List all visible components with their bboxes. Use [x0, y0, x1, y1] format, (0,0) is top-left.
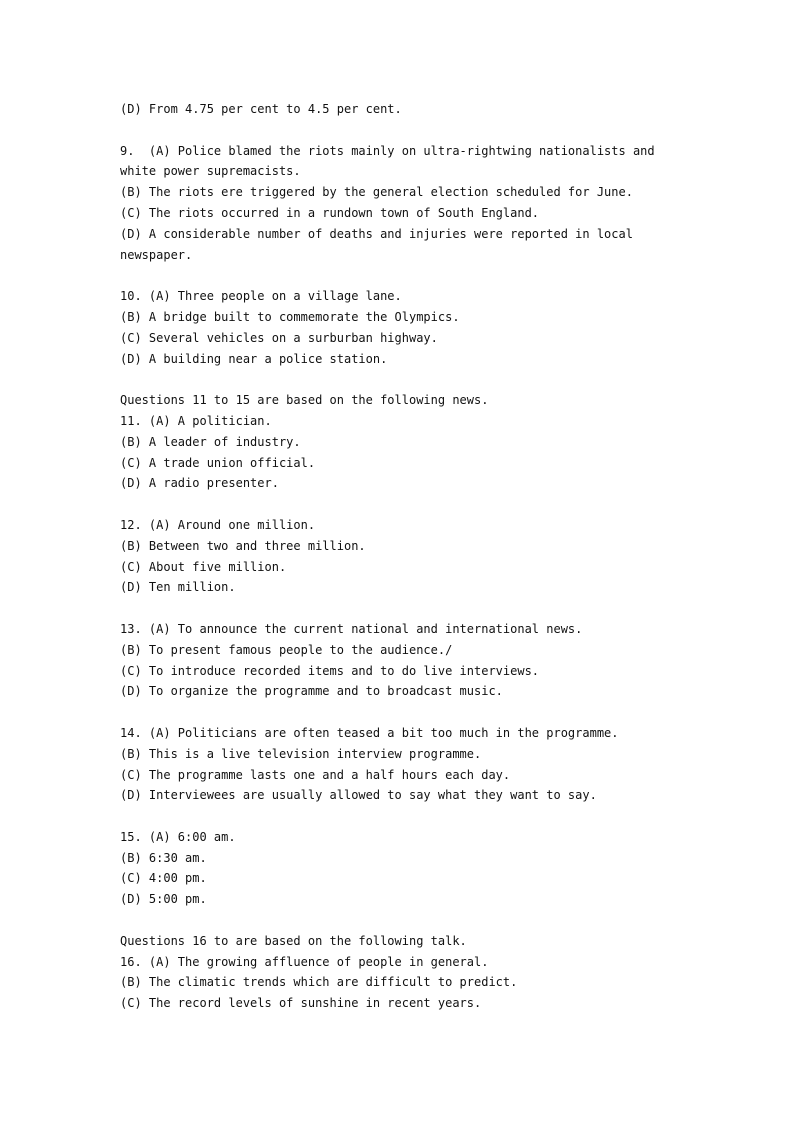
question-15: 15. (A) 6:00 am. — [120, 829, 236, 844]
blank-line — [120, 369, 660, 390]
text-line: (C) To introduce recorded items and to do live interviews. — [120, 663, 540, 678]
blank-line — [120, 598, 660, 619]
text-line: newspaper. — [120, 247, 193, 262]
text-line: white power supremacists. — [120, 164, 301, 179]
question-14: 14. (A) Politicians are often teased a bit too much in the programme. — [120, 725, 619, 740]
blank-line — [120, 265, 660, 286]
blank-line — [120, 806, 660, 827]
text-line: (D) A building near a police station. — [120, 351, 388, 366]
document-body — [120, 99, 660, 1014]
question-11: 11. (A) A politician. — [120, 413, 272, 428]
text-line: (C) A trade union official. — [120, 455, 316, 470]
blank-line — [120, 120, 660, 141]
text-line: (B) A leader of industry. — [120, 434, 301, 449]
text-line: (D) Interviewees are usually allowed to say what they want to say. — [120, 788, 597, 803]
question-10: 10. (A) Three people on a village lane. — [120, 289, 402, 304]
text-line: (C) Several vehicles on a surburban highway. — [120, 330, 438, 345]
text-line: (D) Ten million. — [120, 580, 236, 595]
blank-line — [120, 494, 660, 515]
text-line: (D) 5:00 pm. — [120, 892, 207, 907]
text-line: (C) The record levels of sunshine in recent years. — [120, 996, 482, 1011]
question-9: 9. (A) Police blamed the riots mainly on ultra-rightwing nationalists and — [120, 143, 655, 158]
text-line: (B) This is a live television interview programme. — [120, 746, 482, 761]
text-line: (D) From 4.75 per cent to 4.5 per cent. — [120, 102, 402, 116]
text-line: (C) 4:00 pm. — [120, 871, 207, 886]
text-line: (D) A radio presenter. — [120, 476, 279, 491]
text-line: (C) The riots occurred in a rundown town of South England. — [120, 205, 540, 220]
text-line: (D) A considerable number of deaths and injuries were reported in local — [120, 226, 633, 241]
text-line: (B) The climatic trends which are difficult to predict. — [120, 975, 518, 990]
text-line: (B) To present famous people to the audience./ — [120, 642, 453, 657]
section-heading: Questions 16 to are based on the following talk. — [120, 933, 467, 948]
text-line: (B) 6:30 am. — [120, 850, 207, 865]
blank-line — [120, 702, 660, 723]
section-heading: Questions 11 to 15 are based on the following news. — [120, 393, 489, 408]
text-line: (B) A bridge built to commemorate the Olympics. — [120, 309, 460, 324]
text-line: (C) The programme lasts one and a half hours each day. — [120, 767, 511, 782]
text-line: (B) The riots ere triggered by the general election scheduled for June. — [120, 185, 633, 200]
text-line: (D) To organize the programme and to broadcast music. — [120, 684, 503, 699]
text-line: (B) Between two and three million. — [120, 538, 366, 553]
blank-line — [120, 910, 660, 931]
question-13: 13. (A) To announce the current national and international news. — [120, 621, 583, 636]
question-12: 12. (A) Around one million. — [120, 517, 316, 532]
text-line: (C) About five million. — [120, 559, 287, 574]
question-16: 16. (A) The growing affluence of people in general. — [120, 954, 489, 969]
